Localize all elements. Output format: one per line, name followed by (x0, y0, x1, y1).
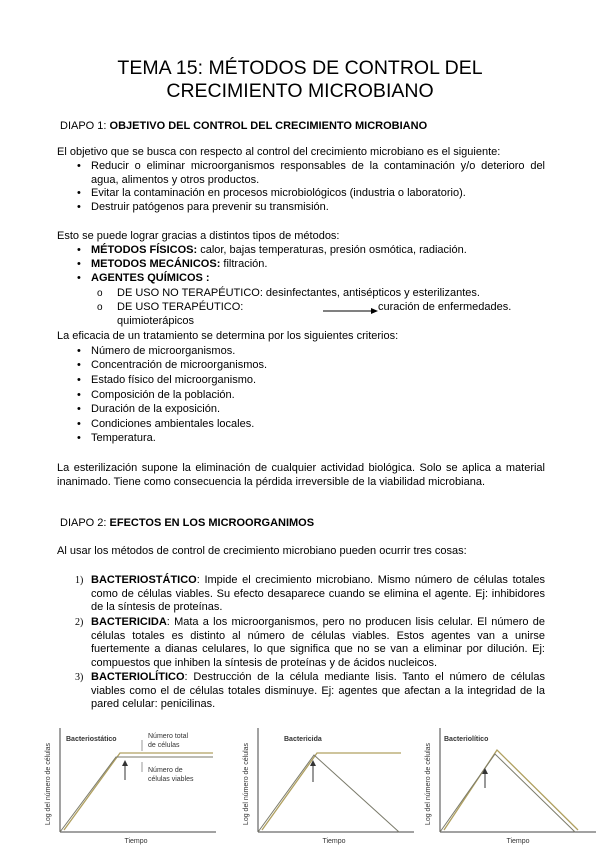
bullet: • (77, 160, 81, 172)
arrow-head (122, 760, 128, 766)
criteria-item: Composición de la población. (91, 389, 235, 401)
viable-cells-line (60, 757, 213, 832)
graph-bacteriostatic (38, 722, 218, 848)
objective-item: Destruir patógenos para prevenir su transmisión. (91, 201, 329, 213)
chem-arrow-result: curación de enfermedades. (378, 301, 512, 313)
criteria-item: Temperatura. (91, 432, 156, 444)
effect-item: BACTERIOLÍTICO: Destrucción de la célula mediante lisis. Tanto el número de células viables como el de células totales disminuye. Ej: agentes que afectan a la integridad de la pared celular: penicilinas. (91, 671, 545, 711)
diapo2-heading: DIAPO 2: EFECTOS EN LOS MICROORGANIMOS (60, 517, 315, 529)
effect-number: 1) (75, 575, 84, 586)
sterilization-paragraph: La esterilización supone la eliminación de cualquier actividad biológica. Solo se aplica a material inanimado. Tiene como consecuencia la pérdida irreversible de la viabilidad microbiana. (57, 462, 545, 488)
method-item: METODOS MECÁNICOS: filtración. (91, 258, 268, 270)
effect-item: BACTERICIDA: Mata a los microorganismos, pero no producen lisis celular. El número de células totales es distinto al número de células viables. Estos agentes van a unirse fuertemente a dianas celulares, lo que significa que no se van a eliminar por dilución. Ej: compuestos que inhiben la síntesis de proteínas y de ácidos nucleicos. (91, 616, 545, 669)
criteria-item: Condiciones ambientales locales. (91, 418, 255, 430)
graph-title: Bacteriostático (66, 736, 117, 743)
criteria-item: Número de microorganismos. (91, 345, 236, 357)
viable-cells-line (440, 754, 575, 832)
bullet: • (77, 244, 81, 256)
total-cells-line (262, 753, 401, 830)
graph-ylabel: Log del número de células (45, 742, 52, 826)
graph-ylabel: Log del número de células (425, 742, 432, 826)
bullet: • (77, 258, 81, 270)
graph-bactericidal (236, 722, 416, 848)
diapo2-intro: Al usar los métodos de control de crecimiento microbiano pueden ocurrir tres cosas: (57, 545, 467, 557)
graph-xlabel: Tiempo (322, 838, 346, 845)
bullet: • (77, 403, 81, 415)
criteria-item: Duración de la exposición. (91, 403, 221, 415)
bullet: • (77, 272, 81, 284)
label-total-1: Número total (148, 733, 189, 740)
criteria-item: Concentración de microorganismos. (91, 359, 268, 371)
objective-item: Reducir o eliminar microorganismos responsables de la contaminación y/o deterioro del agua, alimentos y otros productos. (91, 160, 545, 186)
effect-item: BACTERIOSTÁTICO: Impide el crecimiento microbiano. Mismo número de células totales como de células viables. Su efecto desaparece cuando se elimina el agente. Ej: inhibidores de la síntesis de proteínas. (91, 574, 545, 614)
method-item: AGENTES QUÍMICOS : (91, 272, 210, 284)
sub-bullet: o (97, 288, 103, 299)
criteria-item: Estado físico del microorganismo. (91, 374, 257, 386)
effect-number: 3) (75, 672, 84, 683)
chem-sub-item: DE USO TERAPÉUTICO: quimioterápicos (117, 301, 244, 327)
graph-ylabel: Log del número de células (243, 742, 250, 826)
graph-xlabel: Tiempo (506, 838, 530, 845)
objective-item: Evitar la contaminación en procesos microbiológicos (industria o laboratorio). (91, 187, 466, 199)
effect-number: 2) (75, 617, 84, 628)
methods-intro: Esto se puede lograr gracias a distintos tipos de métodos: (57, 230, 340, 242)
graph-bacteriolytic (418, 722, 598, 848)
bullet: • (77, 345, 81, 357)
bullet: • (77, 432, 81, 444)
viable-cells-line (258, 755, 399, 832)
bullet: • (77, 201, 81, 213)
label-viable-2: células viables (148, 776, 194, 783)
label-total-2: de células (148, 742, 180, 749)
title-line-1: TEMA 15: MÉTODOS DE CONTROL DEL (117, 57, 483, 79)
method-item: MÉTODOS FÍSICOS: calor, bajas temperaturas, presión osmótica, radiación. (91, 244, 467, 256)
chem-sub-item: DE USO NO TERAPÉUTICO: desinfectantes, antisépticos y esterilizantes. (117, 287, 480, 299)
diapo1-heading: DIAPO 1: OBJETIVO DEL CONTROL DEL CRECIMIENTO MICROBIANO (60, 120, 428, 132)
total-cells-line (444, 750, 578, 830)
page-title (0, 57, 600, 103)
total-cells-line (64, 753, 213, 830)
label-viable-1: Número de (148, 767, 183, 774)
bullet: • (77, 359, 81, 371)
bullet: • (77, 418, 81, 430)
graph-xlabel: Tiempo (124, 838, 148, 845)
title-line-2: CRECIMIENTO MICROBIANO (166, 80, 434, 102)
criteria-intro: La eficacia de un tratamiento se determina por los siguientes criterios: (57, 330, 399, 342)
bullet: • (77, 187, 81, 199)
bullet: • (77, 374, 81, 386)
graph-title: Bacteriolítico (444, 736, 489, 743)
sub-bullet: o (97, 302, 103, 313)
bullet: • (77, 389, 81, 401)
graph-title: Bactericida (284, 736, 322, 743)
arrow-icon (321, 305, 379, 315)
diapo1-intro: El objetivo que se busca con respecto al control del crecimiento microbiano es el siguiente: (57, 146, 501, 158)
